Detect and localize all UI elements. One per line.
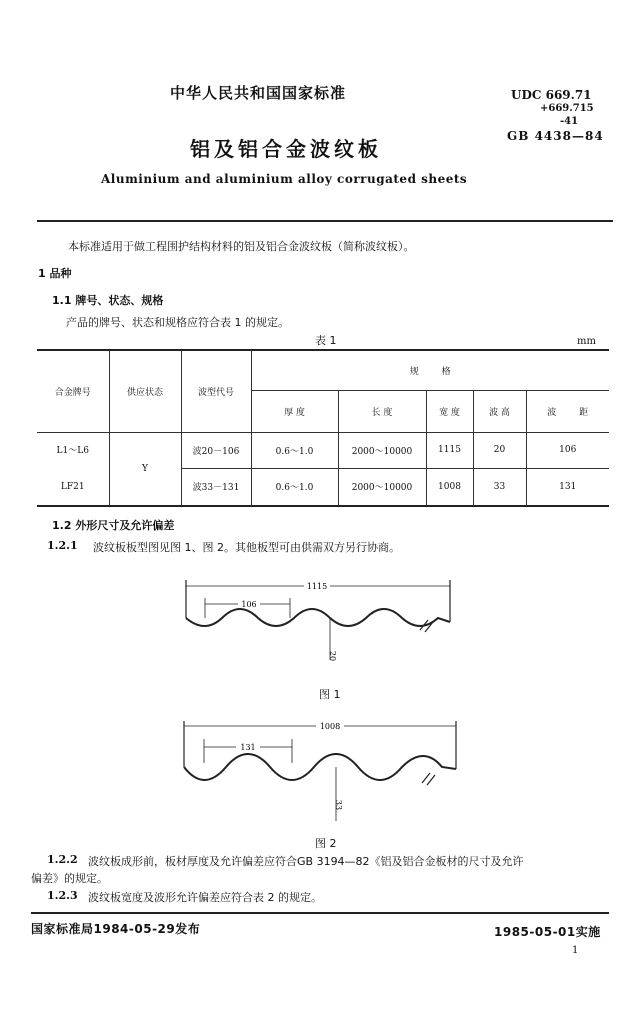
effective-date: 1985-05-01实施: [494, 925, 601, 939]
document-title-en: Aluminium and aluminium alloy corrugated sheets: [101, 172, 468, 186]
cell-wave-height: 33: [473, 469, 526, 506]
cell-length: 2000～10000: [338, 469, 426, 506]
gb-number: GB 4438—84: [507, 129, 604, 143]
udc-line-2: +669.715: [540, 103, 594, 114]
section-1-1-heading: 1.1 牌号、状态、规格: [52, 294, 164, 307]
section-1-1-text: 产品的牌号、状态和规格应符合表 1 的规定。: [66, 316, 289, 329]
cell-alloy: [37, 432, 109, 506]
udc-line-1: UDC 669.71: [511, 88, 592, 102]
section-1-2-2-text-line-1: 波纹板成形前，板材厚度及允许偏差应符合GB 3194—82《铝及铝合金板材的尺寸及允许: [88, 855, 524, 868]
header-wave-code: 波型代号: [181, 350, 251, 432]
alloy-line-2: LF21: [60, 481, 85, 492]
figure-2-width-label: 1008: [319, 722, 341, 731]
figure-1-height-label: 20: [328, 650, 337, 662]
header-alloy: 合金牌号: [37, 350, 109, 432]
issued-date: 国家标准局1984-05-29发布: [31, 922, 201, 936]
figure-1-pitch-label: 106: [241, 600, 257, 609]
cell-wave-code: 波20－106: [181, 432, 251, 469]
section-1-2-heading: 1.2 外形尺寸及允许偏差: [52, 519, 175, 532]
header-length: 长 度: [338, 390, 426, 432]
cell-pitch: 131: [526, 469, 609, 506]
cell-width: 1008: [426, 469, 473, 506]
table-1-caption: 表 1: [315, 334, 337, 347]
section-1-2-3-number: 1.2.3: [47, 889, 78, 902]
header-spec: 规 格: [251, 350, 609, 390]
header-temper: 供应状态: [109, 350, 181, 432]
cell-temper: Y: [109, 432, 181, 506]
cell-length: 2000～10000: [338, 432, 426, 469]
page-number: 1: [572, 945, 579, 956]
cell-wave-code: 波33－131: [181, 469, 251, 506]
figure-2-height-label: 33: [334, 799, 343, 811]
footer-rule: [31, 912, 609, 914]
section-1-2-3-text: 波纹板宽度及波形允许偏差应符合表 2 的规定。: [88, 891, 322, 904]
figure-2-drawing: [176, 713, 466, 828]
alloy-line-1: L1～L6: [56, 445, 89, 456]
cell-thickness: 0.6～1.0: [251, 432, 338, 469]
header-pitch: 波 距: [526, 390, 609, 432]
header-rule: [37, 220, 613, 222]
header-thickness: 厚 度: [251, 390, 338, 432]
header-width: 宽 度: [426, 390, 473, 432]
document-title-cn: 铝及铝合金波纹板: [190, 137, 382, 161]
cell-thickness: 0.6～1.0: [251, 469, 338, 506]
header-wave-height: 波 高: [473, 390, 526, 432]
intro-paragraph: 本标准适用于做工程围护结构材料的铝及铝合金波纹板（简称波纹板）。: [68, 240, 415, 253]
section-1-heading: 1 品种: [38, 267, 72, 280]
cell-width: 1115: [426, 432, 473, 469]
figure-1-drawing: [180, 570, 460, 680]
section-1-2-2-text-line-2: 偏差》的规定。: [31, 872, 108, 885]
figure-2-pitch-label: 131: [240, 743, 256, 752]
figure-1-caption: 图 1: [319, 688, 341, 701]
section-1-2-1-number: 1.2.1: [47, 539, 78, 552]
cell-pitch: 106: [526, 432, 609, 469]
cell-wave-height: 20: [473, 432, 526, 469]
table-1-unit: mm: [577, 336, 596, 347]
table-1: [37, 349, 609, 507]
figure-2-caption: 图 2: [315, 837, 337, 850]
section-1-2-1-text: 波纹板板型图见图 1、图 2。其他板型可由供需双方另行协商。: [93, 541, 400, 554]
national-standard-heading: 中华人民共和国国家标准: [170, 84, 347, 102]
figure-1-width-label: 1115: [306, 582, 328, 591]
section-1-2-2-number: 1.2.2: [47, 853, 78, 866]
udc-line-3: -41: [560, 116, 579, 127]
